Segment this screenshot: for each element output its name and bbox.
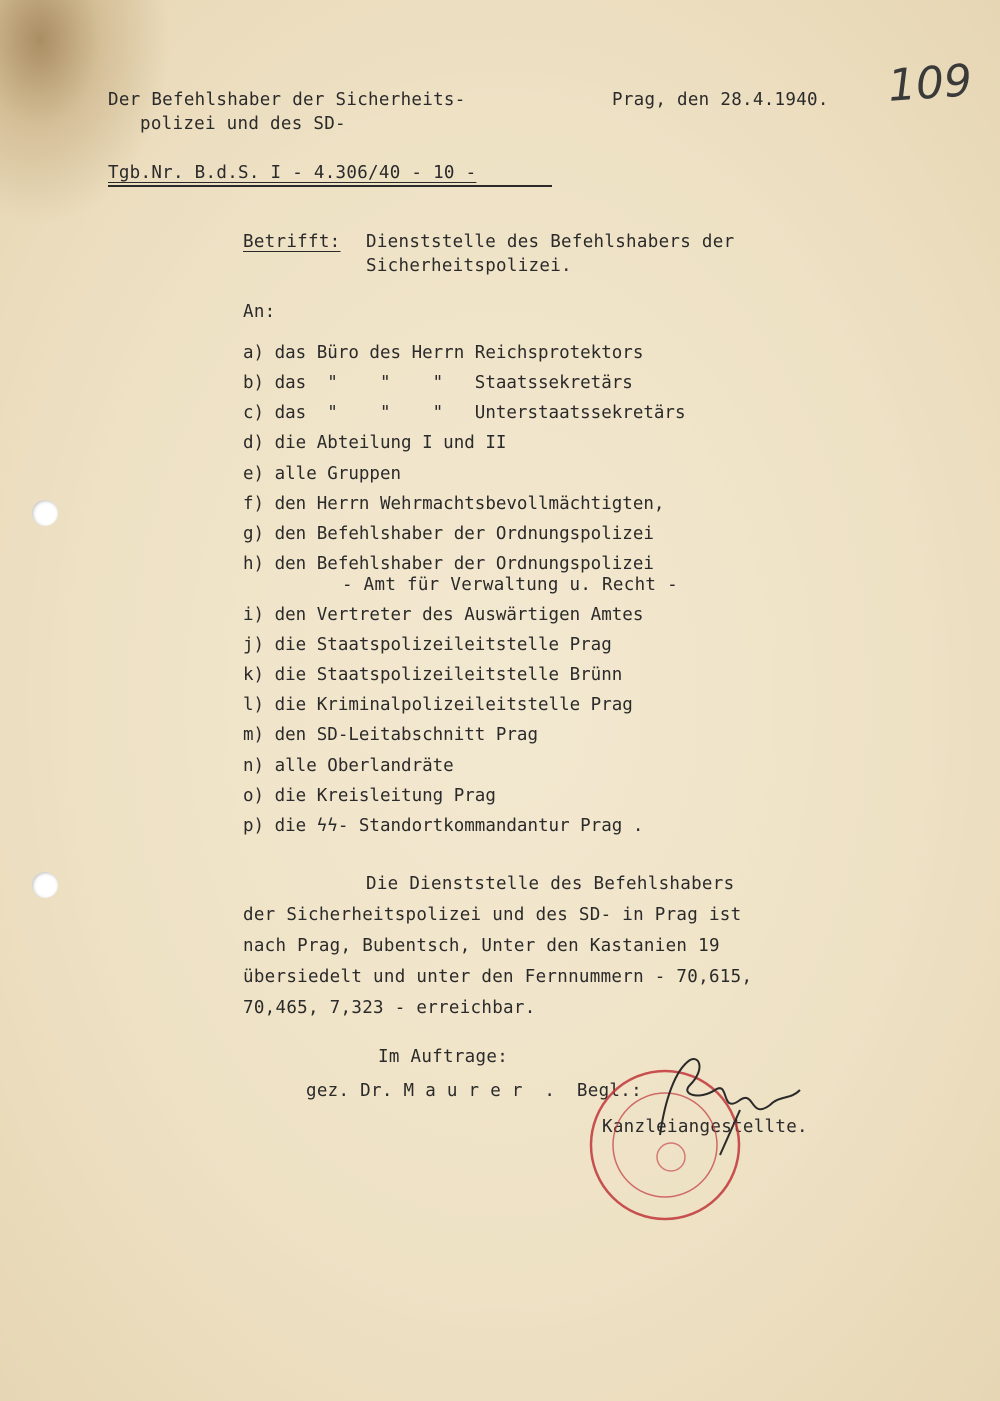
body-line-3: nach Prag, Bubentsch, Unter den Kastanien 19 <box>243 936 720 956</box>
reference-number: Tgb.Nr. B.d.S. I - 4.306/40 - 10 - <box>108 163 477 183</box>
recipient-k: k) die Staatspolizeileitstelle Brünn <box>243 665 623 685</box>
punch-hole-bottom <box>32 872 58 898</box>
recipient-o: o) die Kreisleitung Prag <box>243 786 496 806</box>
body-line-1: Die Dienststelle des Befehlshabers <box>366 874 735 894</box>
recipient-b: b) das " " " Staatssekretärs <box>243 373 633 393</box>
recipient-i: i) den Vertreter des Auswärtigen Amtes <box>243 605 644 625</box>
body-line-2: der Sicherheitspolizei und des SD- in Prag ist <box>243 905 742 925</box>
signature-line-3: Kanzleiangestellte. <box>602 1117 808 1137</box>
recipient-l: l) die Kriminalpolizeileitstelle Prag <box>243 695 633 715</box>
recipient-a: a) das Büro des Herrn Reichsprotektors <box>243 343 644 363</box>
recipient-e: e) alle Gruppen <box>243 464 402 484</box>
signature-line-2: gez. Dr. M a u r e r . Begl.: <box>306 1081 642 1101</box>
signature-line-1: Im Auftrage: <box>378 1047 509 1067</box>
recipient-m: m) den SD-Leitabschnitt Prag <box>243 725 539 745</box>
recipient-h-continuation: - Amt für Verwaltung u. Recht - <box>342 575 678 595</box>
page-number: 109 <box>886 55 974 112</box>
recipient-n: n) alle Oberlandräte <box>243 756 454 776</box>
recipient-j: j) die Staatspolizeileitstelle Prag <box>243 635 612 655</box>
body-line-5: 70,465, 7,323 - erreichbar. <box>243 998 536 1018</box>
subject-line-1: Dienststelle des Befehlshabers der <box>366 232 735 252</box>
recipients-label: An: <box>243 302 276 322</box>
recipient-p: p) die ϟϟ- Standortkommandantur Prag . <box>243 816 644 836</box>
date-line: Prag, den 28.4.1940. <box>612 90 829 110</box>
recipient-f: f) den Herrn Wehrmachtsbevollmächtigten, <box>243 494 665 514</box>
body-line-4: übersiedelt und unter den Fernnummern - 70,615, <box>243 967 753 987</box>
recipient-c: c) das " " " Unterstaatssekretärs <box>243 403 686 423</box>
reference-underline <box>108 185 552 187</box>
recipient-d: d) die Abteilung I und II <box>243 433 507 453</box>
handwritten-signature-icon <box>620 1040 820 1160</box>
recipient-h: h) den Befehlshaber der Ordnungspolizei <box>243 554 654 574</box>
subject-label: Betrifft: <box>243 232 341 252</box>
punch-hole-top <box>32 500 58 526</box>
sender-line-2: polizei und des SD- <box>140 114 346 134</box>
subject-line-2: Sicherheitspolizei. <box>366 256 572 276</box>
sender-line-1: Der Befehlshaber der Sicherheits- <box>108 90 466 110</box>
recipient-g: g) den Befehlshaber der Ordnungspolizei <box>243 524 654 544</box>
